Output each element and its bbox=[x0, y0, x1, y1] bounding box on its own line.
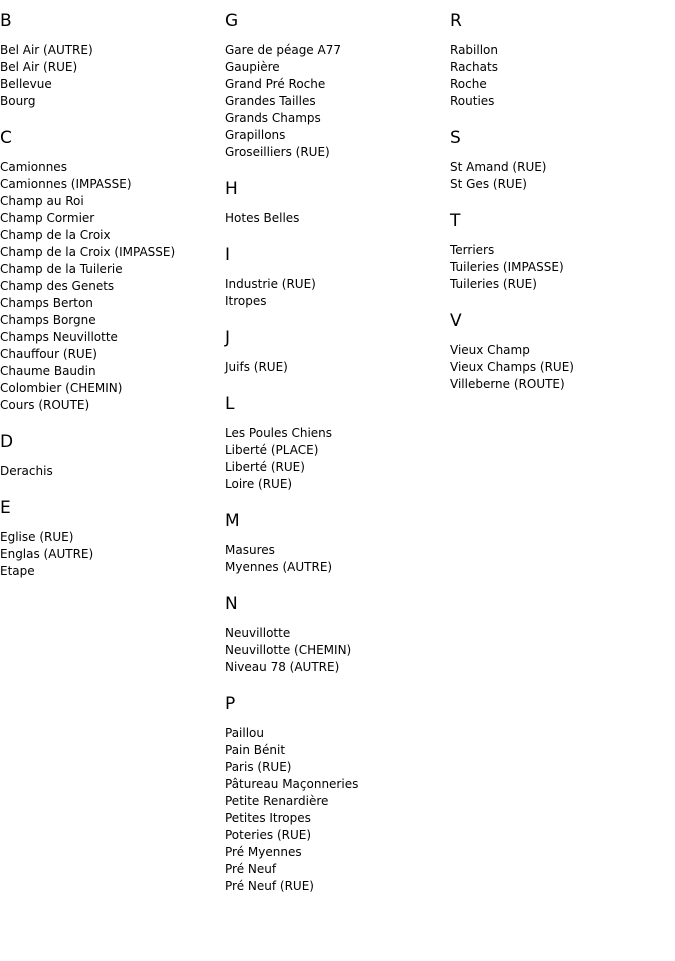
street-link[interactable]: Poteries (RUE) bbox=[225, 828, 312, 842]
street-link[interactable]: Tuileries (IMPASSE) bbox=[450, 260, 564, 274]
street-link[interactable]: Routies bbox=[450, 94, 495, 108]
street-link[interactable]: Tuileries (RUE) bbox=[450, 277, 537, 291]
letter-group bbox=[225, 511, 450, 576]
street-link[interactable]: Myennes (AUTRE) bbox=[225, 560, 333, 574]
street-link[interactable]: St Amand (RUE) bbox=[450, 160, 547, 174]
street-list bbox=[225, 725, 450, 895]
street-list bbox=[225, 542, 450, 576]
letter-heading: D bbox=[0, 432, 14, 452]
letter-group bbox=[225, 694, 450, 895]
street-link[interactable]: Les Poules Chiens bbox=[225, 426, 333, 440]
street-link[interactable]: Bel Air (RUE) bbox=[0, 60, 78, 74]
street-list bbox=[0, 42, 225, 110]
street-link[interactable]: Pâtureau Maçonneries bbox=[225, 777, 359, 791]
letter-heading: R bbox=[450, 11, 462, 31]
street-link[interactable]: Champ de la Tuilerie bbox=[0, 262, 123, 276]
letter-group bbox=[225, 594, 450, 676]
street-link[interactable]: Grapillons bbox=[225, 128, 286, 142]
street-link[interactable]: Champ Cormier bbox=[0, 211, 95, 225]
index-column bbox=[0, 11, 225, 913]
letter-group bbox=[450, 11, 675, 110]
street-link[interactable]: Champs Berton bbox=[0, 296, 93, 310]
letter-group bbox=[450, 311, 675, 393]
street-list bbox=[225, 210, 450, 227]
street-link[interactable]: Liberté (RUE) bbox=[225, 460, 305, 474]
street-link[interactable]: Grand Pré Roche bbox=[225, 77, 326, 91]
street-link[interactable]: Gare de péage A77 bbox=[225, 43, 341, 57]
street-link[interactable]: Camionnes bbox=[0, 160, 67, 174]
letter-group bbox=[225, 179, 450, 227]
street-link[interactable]: Terriers bbox=[450, 243, 495, 257]
street-link[interactable]: Champs Borgne bbox=[0, 313, 96, 327]
street-link[interactable]: Niveau 78 (AUTRE) bbox=[225, 660, 340, 674]
street-list bbox=[0, 159, 225, 414]
street-list bbox=[225, 625, 450, 676]
letter-heading: I bbox=[225, 245, 231, 265]
street-list bbox=[450, 342, 675, 393]
street-link[interactable]: Petite Renardière bbox=[225, 794, 329, 808]
letter-heading: B bbox=[0, 11, 12, 31]
letter-heading: C bbox=[0, 128, 12, 148]
letter-group bbox=[225, 245, 450, 310]
letter-heading: G bbox=[225, 11, 239, 31]
street-list bbox=[0, 463, 225, 480]
street-link[interactable]: Petites Itropes bbox=[225, 811, 311, 825]
street-link[interactable]: Gaupière bbox=[225, 60, 280, 74]
letter-group bbox=[450, 128, 675, 193]
street-link[interactable]: Masures bbox=[225, 543, 275, 557]
letter-heading: J bbox=[225, 328, 231, 348]
street-link[interactable]: Liberté (PLACE) bbox=[225, 443, 319, 457]
index-column bbox=[225, 11, 450, 913]
letter-heading: P bbox=[225, 694, 236, 714]
street-link[interactable]: Groseilliers (RUE) bbox=[225, 145, 330, 159]
street-link[interactable]: Englas (AUTRE) bbox=[0, 547, 94, 561]
street-link[interactable]: Juifs (RUE) bbox=[225, 360, 288, 374]
street-link[interactable]: Pain Bénit bbox=[225, 743, 286, 757]
street-list bbox=[225, 276, 450, 310]
letter-group bbox=[0, 498, 225, 580]
street-list bbox=[225, 42, 450, 161]
street-list bbox=[450, 42, 675, 110]
street-list bbox=[225, 359, 450, 376]
street-link[interactable]: Etape bbox=[0, 564, 35, 578]
street-link[interactable]: Neuvillotte (CHEMIN) bbox=[225, 643, 352, 657]
street-link[interactable]: Derachis bbox=[0, 464, 53, 478]
street-link[interactable]: Roche bbox=[450, 77, 487, 91]
street-link[interactable]: Pré Neuf bbox=[225, 862, 277, 876]
street-link[interactable]: Rabillon bbox=[450, 43, 498, 57]
street-link[interactable]: Bellevue bbox=[0, 77, 52, 91]
letter-heading: N bbox=[225, 594, 238, 614]
letter-group bbox=[225, 11, 450, 161]
street-link[interactable]: Itropes bbox=[225, 294, 267, 308]
street-link[interactable]: Grands Champs bbox=[225, 111, 321, 125]
letter-group bbox=[0, 432, 225, 480]
letter-heading: L bbox=[225, 394, 235, 414]
street-link[interactable]: St Ges (RUE) bbox=[450, 177, 527, 191]
street-link[interactable]: Villeberne (ROUTE) bbox=[450, 377, 565, 391]
street-link[interactable]: Vieux Champs (RUE) bbox=[450, 360, 574, 374]
street-link[interactable]: Pré Neuf (RUE) bbox=[225, 879, 314, 893]
street-link[interactable]: Neuvillotte bbox=[225, 626, 291, 640]
street-link[interactable]: Loire (RUE) bbox=[225, 477, 293, 491]
street-link[interactable]: Champ de la Croix (IMPASSE) bbox=[0, 245, 176, 259]
street-link[interactable]: Grandes Tailles bbox=[225, 94, 316, 108]
letter-heading: S bbox=[450, 128, 461, 148]
letter-heading: E bbox=[0, 498, 11, 518]
street-link[interactable]: Champs Neuvillotte bbox=[0, 330, 118, 344]
street-link[interactable]: Camionnes (IMPASSE) bbox=[0, 177, 132, 191]
letter-heading: T bbox=[450, 211, 461, 231]
letter-group bbox=[225, 394, 450, 493]
street-link[interactable]: Bel Air (AUTRE) bbox=[0, 43, 93, 57]
street-link[interactable]: Hotes Belles bbox=[225, 211, 300, 225]
index-column bbox=[450, 11, 675, 913]
street-link[interactable]: Champ au Roi bbox=[0, 194, 84, 208]
street-link[interactable]: Pré Myennes bbox=[225, 845, 302, 859]
street-link[interactable]: Rachats bbox=[450, 60, 498, 74]
street-list bbox=[225, 425, 450, 493]
street-link[interactable]: Paillou bbox=[225, 726, 264, 740]
letter-group bbox=[450, 211, 675, 293]
street-link[interactable]: Industrie (RUE) bbox=[225, 277, 316, 291]
street-link[interactable]: Vieux Champ bbox=[450, 343, 530, 357]
street-link[interactable]: Eglise (RUE) bbox=[0, 530, 74, 544]
letter-heading: M bbox=[225, 511, 240, 531]
street-list bbox=[450, 242, 675, 293]
letter-group bbox=[0, 11, 225, 110]
street-list bbox=[0, 529, 225, 580]
letter-heading: V bbox=[450, 311, 462, 331]
street-link[interactable]: Champ des Genets bbox=[0, 279, 115, 293]
street-link[interactable]: Cours (ROUTE) bbox=[0, 398, 90, 412]
street-link[interactable]: Colombier (CHEMIN) bbox=[0, 381, 123, 395]
street-link[interactable]: Chauffour (RUE) bbox=[0, 347, 97, 361]
street-list bbox=[450, 159, 675, 193]
letter-heading: H bbox=[225, 179, 238, 199]
letter-group bbox=[0, 128, 225, 414]
letter-group bbox=[225, 328, 450, 376]
street-link[interactable]: Bourg bbox=[0, 94, 36, 108]
street-link[interactable]: Paris (RUE) bbox=[225, 760, 292, 774]
street-link[interactable]: Chaume Baudin bbox=[0, 364, 96, 378]
street-link[interactable]: Champ de la Croix bbox=[0, 228, 111, 242]
